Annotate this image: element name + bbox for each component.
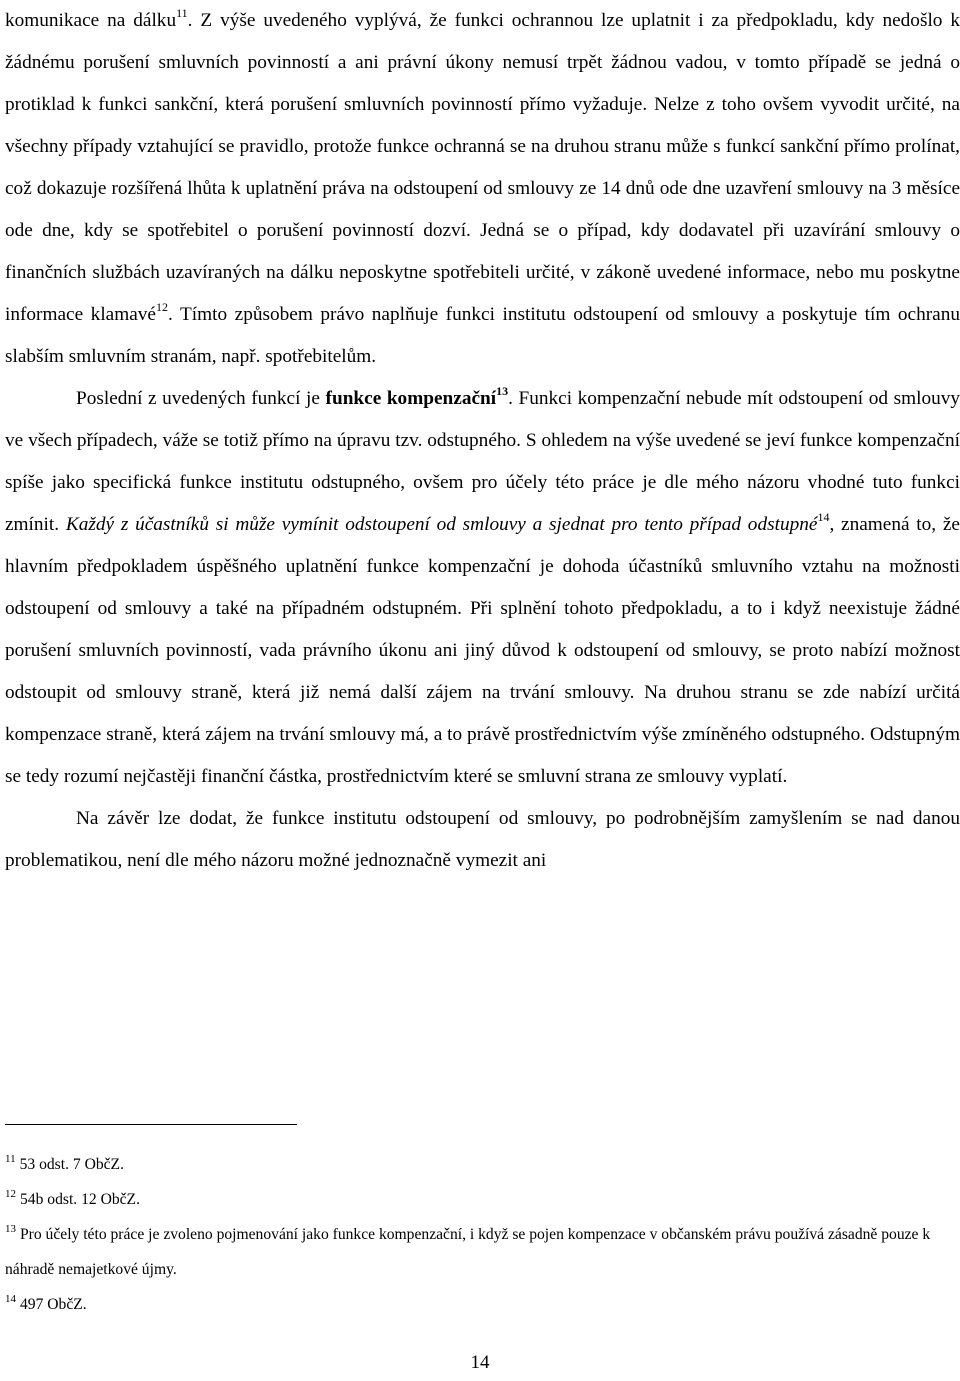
page-number: 14 [470,1352,490,1373]
footnote-text: 53 odst. 7 ObčZ. [19,1156,124,1173]
footnote [5,1147,960,1182]
footnote-number: 12 [5,1188,16,1200]
footnote [5,1287,960,1322]
text-run: . Funkci kompenzační nebude mít odstoupení od smlouvy ve všech případech, váže se totiž přímo na úpravu tzv. odstupného. S ohledem na výše uvedené se jeví funkce kompenzační spíše jako specifická funkce institutu odstupného, ovšem pro účely této práce je dle mého názoru vhodné tuto funkci zmínit. [5,388,960,535]
text-run: . Tímto způsobem právo naplňuje funkci institutu odstoupení od smlouvy a poskytuje tím ochranu slabším smluvním stranám, např. spotřebitelům. [5,304,960,367]
footnote [5,1182,960,1217]
footnote-number: 14 [5,1293,16,1305]
text-run: , znamená to, že hlavním předpokladem úspěšného uplatnění funkce kompenzační je dohoda účastníků smluvního vztahu na možnosti odstoupení od smlouvy a také na případném odstupném. Při splnění tohoto předpokladu, a to i když neexistuje žádné porušení smluvních povinností, vada právního úkonu ani jiný důvod k odstoupení od smlouvy, se proto nabízí možnost odstoupit od smlouvy straně, která již nemá další zájem na trvání smlouvy. Na druhou stranu se zde nabízí určitá kompenzace straně, která zájem na trvání smlouvy má, a to právě prostřednictvím výše zmíněného odstupného. Odstupným se tedy rozumí nejčastěji finanční částka, prostřednictvím které se smluvní strana ze smlouvy vyplatí. [5,514,960,787]
text-run: Na závěr lze dodat, že funkce institutu odstoupení od smlouvy, po podrobnějším zamyšlením se nad danou problematikou, není dle mého názoru možné jednoznačně vymezit ani [5,808,960,871]
footnote-number: 13 [5,1223,16,1235]
text-run: . Z výše uvedeného vyplývá, že funkci ochrannou lze uplatnit i za předpokladu, kdy nedošlo k žádnému porušení smluvních povinností a ani právní úkony nemusí trpět žádnou vadou, v tomto případě se jedná o protiklad k funkci sankční, která porušení smluvních povinností přímo vyžaduje. Nelze z toho ovšem vyvodit určité, na všechny případy vztahující se pravidlo, protože funkce ochranná se na druhou stranu může s funkcí sankční přímo prolínat, což dokazuje rozšířená lhůta k uplatnění práva na odstoupení od smlouvy ze 14 dnů ode dne uzavření smlouvy na 3 měsíce ode dne, kdy se spotřebitel o porušení povinností dozví. Jedná se o případ, kdy dodavatel při uzavírání smlouvy o finančních službách uzavíraných na dálku neposkytne spotřebiteli určité, v zákoně uvedené informace, nebo mu poskytne informace klamavé [5,10,960,325]
paragraph [5,798,960,882]
body-text [5,0,960,882]
paragraph [5,378,960,798]
footnote-separator [5,1124,297,1125]
footnote-text: 497 ObčZ. [20,1296,87,1313]
footnote-reference: 11 [176,6,188,20]
footnote-number: 11 [5,1153,16,1165]
footnote-reference: 12 [155,300,168,314]
footnote [5,1217,960,1287]
footnote-reference: 14 [817,510,830,524]
footnote-text: Pro účely této práce je zvoleno pojmenování jako funkce kompenzační, i když se pojen kompenzace v občanském právu používá zásadně pouze k náhradě nemajetkové újmy. [5,1226,931,1278]
text-run: komunikace na dálku [5,10,177,31]
bold-text: funkce kompenzační [325,388,497,409]
footnote-text: 54b odst. 12 ObčZ. [20,1191,140,1208]
italic-quote: Každý z účastníků si může vymínit odstoupení od smlouvy a sjednat pro tento případ odstupné [65,514,818,535]
paragraph [5,0,960,378]
footnotes [5,1147,960,1322]
text-run: Poslední z uvedených funkcí je [76,388,326,409]
footnote-reference: 13 [496,384,509,398]
